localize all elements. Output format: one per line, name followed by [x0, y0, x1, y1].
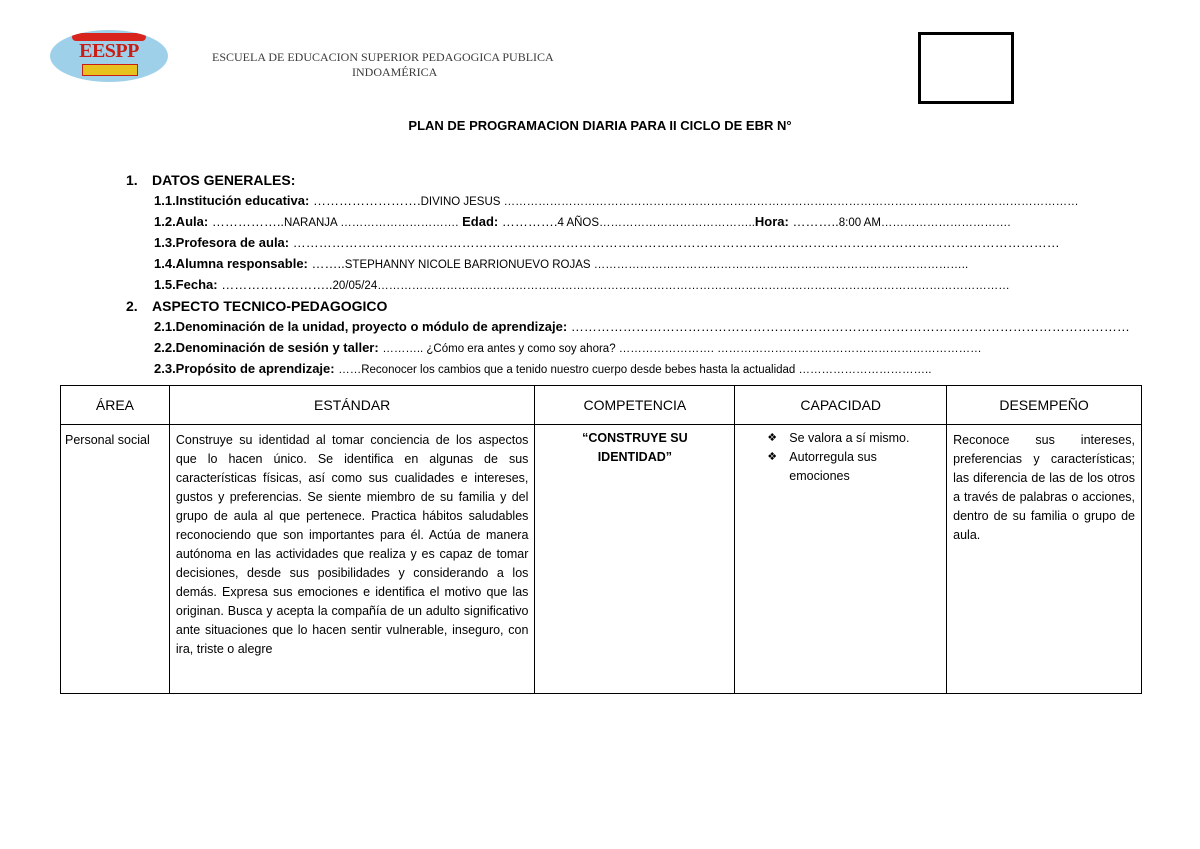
cell-desempeno: Reconoce sus intereses, preferencias y características; las diferencia de las de los otros a través de palabras o acciones, dentro de su familia o grupo de aula.: [947, 425, 1142, 694]
hora-value: 8:00 AM…………………………….: [838, 217, 1011, 229]
alumna-dots: ……..: [311, 256, 345, 271]
institucion-value: DIVINO JESUS ……………………………………………………………………………………………………………………………………: [420, 196, 1079, 208]
edad-value: 4 AÑOS…………………………………..: [557, 217, 755, 229]
section-1-number: 1.: [126, 172, 138, 188]
institucion-label: 1.1.Institución educativa:: [154, 193, 310, 208]
cell-capacidad: [735, 425, 947, 694]
fecha-value: 20/05/24…………………………………………………………………………………………………………………………………………………: [332, 280, 1010, 292]
proposito-value: ……Reconocer los cambios que a tenido nuestro cuerpo desde bebes hasta la actualidad ……………………………..: [338, 364, 932, 376]
table-row: [61, 425, 1142, 694]
section-1-title: DATOS GENERALES:: [152, 172, 296, 188]
aula-row: [154, 214, 1011, 229]
unidad-value: …………………………………………………………………………………………………………………: [570, 319, 1130, 334]
alumna-label: 1.4.Alumna responsable:: [154, 256, 308, 271]
school-name: [212, 50, 632, 80]
fecha-label: 1.5.Fecha:: [154, 277, 218, 292]
unidad-label: 2.1.Denominación de la unidad, proyecto o módulo de aprendizaje:: [154, 319, 568, 334]
header-competencia: COMPETENCIA: [535, 386, 735, 425]
logo-text: EESPP: [79, 40, 139, 62]
photo-box: [918, 32, 1014, 104]
proposito-label: 2.3.Propósito de aprendizaje:: [154, 361, 335, 376]
section-2-title: ASPECTO TECNICO-PEDAGOGICO: [152, 298, 388, 314]
header-estandar: ESTÁNDAR: [169, 386, 535, 425]
capacidad-item-1: Se valora a sí mismo.: [789, 431, 910, 445]
proposito-row: [154, 361, 931, 376]
alumna-row: [154, 256, 968, 271]
list-item: [765, 429, 926, 448]
list-item: [765, 448, 926, 486]
hora-label: Hora:: [754, 214, 789, 229]
planning-table: [60, 385, 1142, 694]
capacidad-list: [765, 429, 926, 486]
section-2-number: 2.: [126, 298, 138, 314]
profesora-value: ……………………………………………………………………………………………………………………………………………………………: [292, 235, 1060, 250]
cell-estandar: Construye su identidad al tomar conciencia de los aspectos que lo hacen único. Se identifica en algunas de sus características físicas, así como sus cualidades e intereses, gustos y preferencias. Se siente miembro de su familia y del grupo de aula al que pertenece. Practica hábitos saludables reconociendo que son importantes para él. Actúa de manera autónoma en las actividades que realiza y es capaz de tomar decisiones, desde sus posibilidades y considerando a los demás. Expresa sus emociones e identifica el motivo que las originan. Busca y acepta la compañía de un adulto significativo ante situaciones que lo hacen sentir vulnerable, inseguro, con ira, triste o alegre: [169, 425, 535, 694]
school-name-line1: ESCUELA DE EDUCACION SUPERIOR PEDAGOGICA PUBLICA: [212, 50, 554, 64]
school-logo: [50, 30, 168, 82]
hora-dots: ………..: [792, 214, 839, 229]
sesion-value: ……….. ¿Cómo era antes y como soy ahora? ……………………. ……………………………………………………………: [382, 343, 982, 355]
header-capacidad: CAPACIDAD: [735, 386, 947, 425]
profesora-label: 1.3.Profesora de aula:: [154, 235, 290, 250]
section-1-heading: [126, 172, 295, 188]
profesora-row: [154, 235, 1060, 250]
table-header-row: [61, 386, 1142, 425]
edad-label: Edad:: [462, 214, 499, 229]
institucion-row: [154, 193, 1079, 208]
institucion-dots: …………………….: [312, 193, 421, 208]
document-title: PLAN DE PROGRAMACION DIARIA PARA II CICLO DE EBR N°: [408, 118, 792, 133]
fecha-dots: ……………………..: [221, 277, 333, 292]
sesion-label: 2.2.Denominación de sesión y taller:: [154, 340, 379, 355]
cell-competencia: “CONSTRUYE SU IDENTIDAD”: [535, 425, 735, 694]
aula-value: NARANJA ………………………….: [284, 217, 459, 229]
alumna-value: STEPHANNY NICOLE BARRIONUEVO ROJAS ……………………………………………………………………………………..: [344, 259, 969, 271]
cell-area: Personal social: [61, 425, 170, 694]
edad-dots: ………….: [501, 214, 558, 229]
aula-label: 1.2.Aula:: [154, 214, 209, 229]
header-desempeno: DESEMPEÑO: [947, 386, 1142, 425]
aula-dots: ……………..: [211, 214, 285, 229]
logo-strip: [82, 64, 138, 76]
fecha-row: [154, 277, 1010, 292]
diamond-bullet-icon: ❖: [767, 451, 778, 463]
school-name-line2: INDOAMÉRICA: [352, 65, 438, 79]
header-area: ÁREA: [61, 386, 170, 425]
section-2-heading: [126, 298, 387, 314]
sesion-row: [154, 340, 982, 355]
capacidad-item-2: Autorregula sus emociones: [789, 450, 877, 483]
diamond-bullet-icon: ❖: [767, 432, 778, 444]
unidad-row: [154, 319, 1130, 334]
